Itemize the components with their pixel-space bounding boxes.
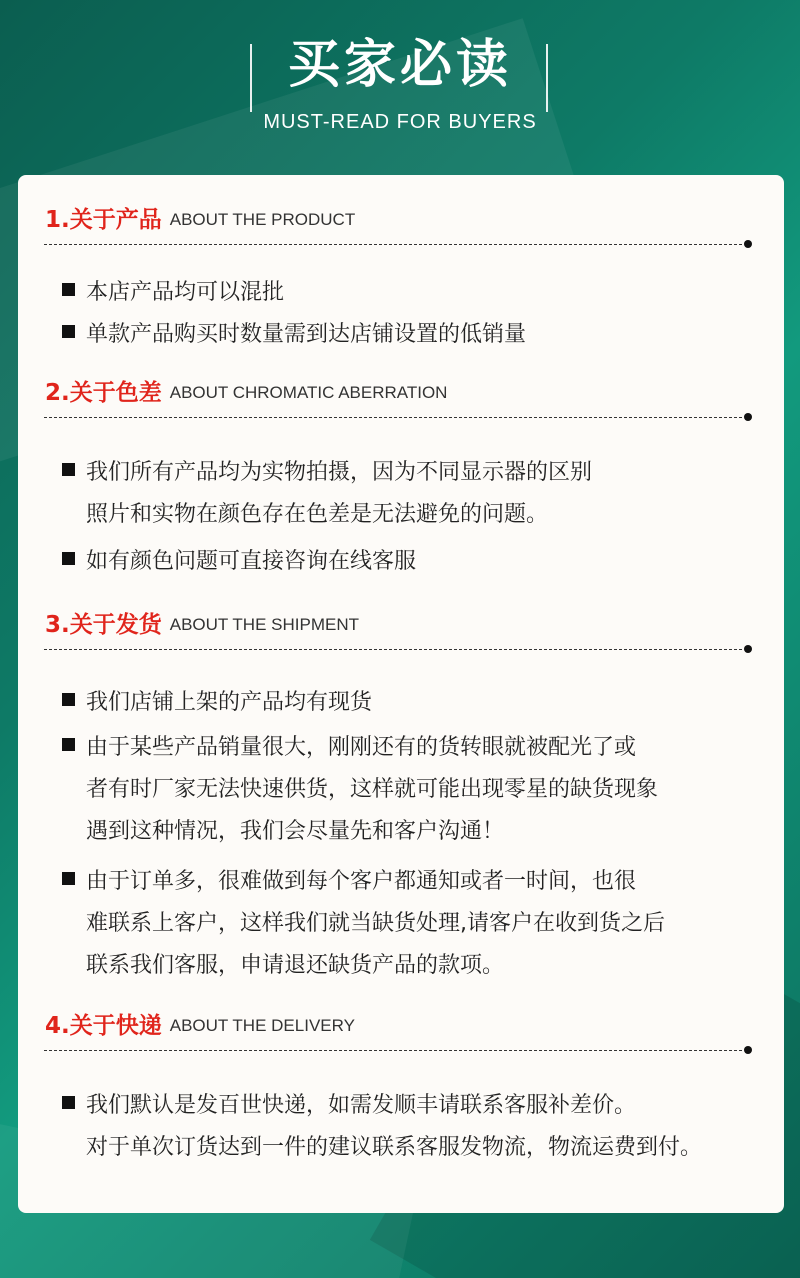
section-title-en: ABOUT THE DELIVERY [169, 1016, 355, 1035]
divider-dot [744, 413, 752, 421]
section-header [45, 202, 355, 238]
dashed-divider [44, 417, 742, 418]
item-text: 我们店铺上架的产品均有现货 [86, 690, 373, 715]
section-header [45, 1008, 355, 1044]
square-bullet-icon [62, 325, 75, 338]
item-text: 由于某些产品销量很大，刚刚还有的货转眼就被配光了或 [86, 735, 637, 760]
dashed-divider [44, 1050, 742, 1051]
item-text: 照片和实物在颜色存在色差是无法避免的问题。 [86, 502, 549, 527]
section-title: 4.关于快递 [45, 1013, 162, 1039]
divider-dot [744, 1046, 752, 1054]
square-bullet-icon [62, 738, 75, 751]
divider-dot [744, 645, 752, 653]
dashed-divider [44, 244, 742, 245]
square-bullet-icon [62, 552, 75, 565]
section-title: 2.关于色差 [45, 380, 162, 406]
square-bullet-icon [62, 693, 75, 706]
square-bullet-icon [62, 1096, 75, 1109]
header [0, 0, 800, 172]
dashed-divider [44, 649, 742, 650]
section-title: 3.关于发货 [45, 612, 162, 638]
item-text: 本店产品均可以混批 [86, 280, 285, 305]
notice-card [18, 175, 784, 1213]
item-text: 我们默认是发百世快递，如需发顺丰请联系客服补差价。 [86, 1093, 637, 1118]
square-bullet-icon [62, 463, 75, 476]
square-bullet-icon [62, 872, 75, 885]
section-title-en: ABOUT THE SHIPMENT [169, 615, 359, 634]
page-title: 买家必读 [287, 35, 512, 95]
item-text: 难联系上客户，这样我们就当缺货处理,请客户在收到货之后 [86, 911, 665, 936]
section-title: 1.关于产品 [45, 207, 162, 233]
item-text: 联系我们客服，申请退还缺货产品的款项。 [86, 953, 505, 978]
item-text: 如有颜色问题可直接咨询在线客服 [86, 549, 417, 574]
section-title-en: ABOUT THE PRODUCT [169, 210, 356, 229]
section-header [45, 375, 447, 411]
item-text: 我们所有产品均为实物拍摄，因为不同显示器的区别 [86, 460, 593, 485]
item-text: 对于单次订货达到一件的建议联系客服发物流，物流运费到付。 [86, 1135, 703, 1160]
item-text: 由于订单多，很难做到每个客户都通知或者一时间，也很 [86, 869, 637, 894]
item-text: 单款产品购买时数量需到达店铺设置的低销量 [86, 322, 527, 347]
item-text: 者有时厂家无法快速供货，这样就可能出现零星的缺货现象 [86, 777, 659, 802]
page-subtitle: MUST-READ FOR BUYERS [263, 111, 537, 133]
section-title-en: ABOUT CHROMATIC ABERRATION [169, 383, 448, 402]
item-text: 遇到这种情况，我们会尽量先和客户沟通！ [86, 819, 505, 844]
square-bullet-icon [62, 283, 75, 296]
divider-dot [744, 240, 752, 248]
section-header [45, 607, 359, 643]
